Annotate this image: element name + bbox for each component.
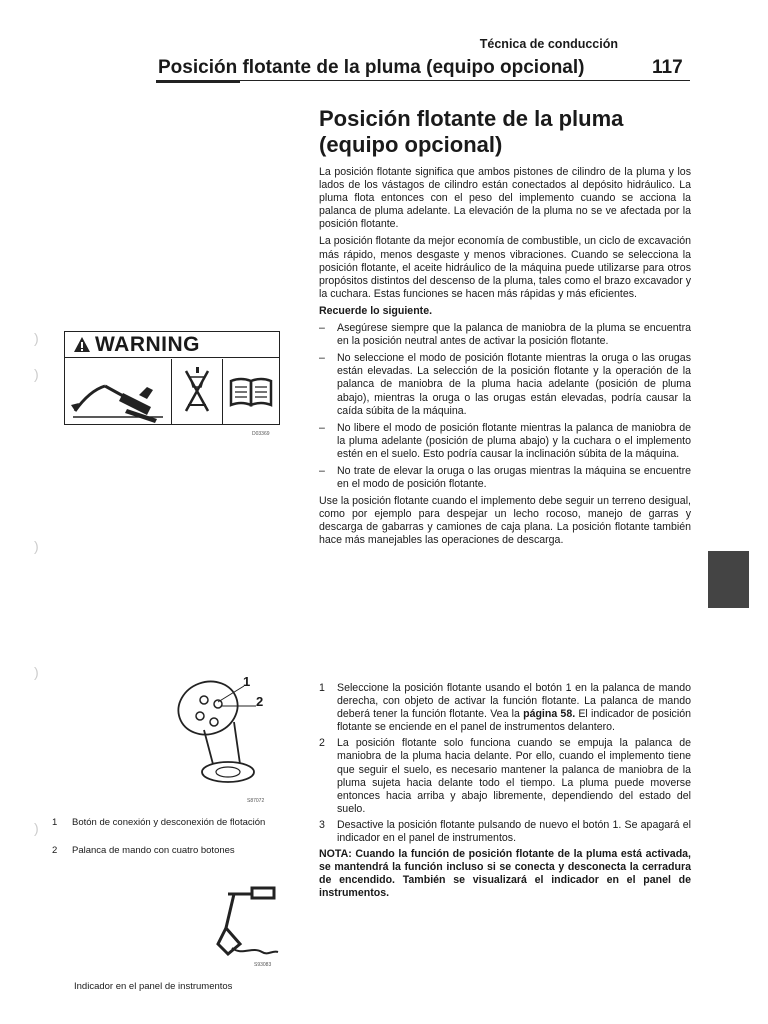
figure-code: D03369 bbox=[252, 431, 270, 437]
callout-2: 2 bbox=[256, 694, 264, 709]
margin-mark: ) bbox=[34, 538, 39, 554]
step-number: 3 bbox=[319, 818, 325, 831]
callout-1: 1 bbox=[243, 674, 251, 689]
caption-text: Palanca de mando con cuatro botones bbox=[72, 845, 235, 856]
warning-decal-header bbox=[65, 332, 279, 358]
list-marker: – bbox=[319, 352, 325, 365]
list-item-text: No libere el modo de posición flotante mientras la palanca de maniobra de la pluma adelante (posición de pluma abajo) y la cuchara o el implemento estén en el suelo. Esto podría causar la inclinación súbita de la máquina. bbox=[337, 421, 691, 460]
section-heading-line: Posición flotante de la pluma bbox=[319, 106, 624, 131]
body-text-steps bbox=[319, 682, 691, 905]
running-header-title: Posición flotante de la pluma (equipo opcional) bbox=[158, 57, 585, 78]
prohibition-pictogram bbox=[172, 359, 223, 424]
warning-triangle-icon bbox=[73, 336, 91, 353]
remember-heading: Recuerde lo siguiente. bbox=[319, 304, 433, 317]
step-item bbox=[319, 819, 691, 845]
list-item-text: No seleccione el modo de posición flotante mientras la oruga o las orugas están elevadas. La selección de la posición flotante y la operación de la palanca de maniobra de la pluma hacia adelante (posición de pluma abajo), mientras la oruga o las orugas están elevadas, podría causar la caída súbita de la máquina. bbox=[337, 352, 691, 417]
margin-mark: ) bbox=[34, 330, 39, 346]
figure-caption-item bbox=[52, 845, 292, 857]
chapter-thumb-tab bbox=[708, 551, 749, 608]
prohibition-icon bbox=[172, 359, 222, 424]
excavator-tipping-pictogram bbox=[65, 359, 172, 424]
list-item bbox=[319, 465, 691, 491]
figure-code: S87072 bbox=[247, 798, 265, 804]
body-text-upper bbox=[319, 166, 691, 552]
step-item bbox=[319, 737, 691, 816]
step-text: Seleccione la posición flotante usando el botón 1 en la palanca de mando derecha, con objeto de activar la función flotante. La palanca de mando deberá tener la función flotante. Vea la bbox=[337, 682, 691, 721]
page-number: 117 bbox=[652, 57, 683, 78]
section-heading bbox=[319, 106, 699, 158]
list-item bbox=[319, 322, 691, 348]
step-number: 1 bbox=[319, 682, 325, 694]
list-item bbox=[319, 352, 691, 417]
page-reference: página 58. bbox=[523, 708, 576, 721]
header-rule-accent bbox=[156, 80, 240, 83]
step-text: El indicador de posición flotante se enciende en el panel de instrumentos delantero. bbox=[337, 708, 691, 734]
step-text: Desactive la posición flotante pulsando de nuevo el botón 1. Se apagará el indicador en el panel de instrumentos. bbox=[337, 818, 691, 845]
steps-list bbox=[319, 682, 691, 845]
list-marker: – bbox=[319, 464, 325, 477]
indicator-caption: Indicador en el panel de instrumentos bbox=[74, 981, 233, 992]
list-item-text: No trate de elevar la oruga o las orugas mientras la máquina se encuentre en el modo de posición flotante. bbox=[337, 464, 691, 491]
joystick-icon bbox=[171, 673, 256, 782]
list-item-text: Asegúrese siempre que la palanca de maniobra de la pluma se encuentra en la posición neutral antes de activar la posición flotante. bbox=[337, 322, 691, 348]
paragraph: Use la posición flotante cuando el implemento debe seguir un terreno desigual, como por ejemplo para despejar un lecho rocoso, manejo de garras y descarga de gabarras y camiones de caja plana. La posición flotante también hace más manejables las operaciones de descarga. bbox=[319, 495, 691, 547]
running-header-section: Técnica de conducción bbox=[479, 37, 618, 51]
precautions-list bbox=[319, 322, 691, 491]
margin-mark: ) bbox=[34, 366, 39, 382]
step-number: 2 bbox=[319, 737, 325, 750]
list-marker: – bbox=[319, 322, 325, 335]
book-icon bbox=[223, 359, 279, 424]
joystick-illustration bbox=[160, 672, 280, 796]
manual-pictogram bbox=[223, 359, 279, 424]
excavator-icon bbox=[65, 359, 171, 424]
caption-marker: 1 bbox=[52, 817, 58, 828]
step-item bbox=[319, 682, 691, 734]
paragraph: La posición flotante significa que ambos pistones de cilindro de la pluma y los lados de los vástagos de cilindro están conectados al depósito hidráulico. La pluma flota entonces con el peso del implemento cuando se acciona la palanca de pluma adelante. La elevación de la pluma no se ve afectada por la posición flotante. bbox=[319, 166, 691, 231]
margin-mark: ) bbox=[34, 664, 39, 680]
float-indicator-illustration bbox=[212, 886, 280, 964]
warning-decal bbox=[64, 331, 280, 425]
paragraph: La posición flotante da mejor economía de combustible, un ciclo de excavación más rápido, menos desgaste y menos vibraciones. Cuando se selecciona la posición flotante, el aceite hidráulico de la máquina puede utilizarse para otros propósitos distintos del descenso de la pluma, tales como el brazo excavador y la cuchara. Estas funciones se hacen más rápidas y más eficientes. bbox=[319, 235, 691, 300]
warning-label: WARNING bbox=[95, 333, 200, 356]
caption-text: Botón de conexión y desconexión de flotación bbox=[72, 817, 266, 828]
float-indicator-icon bbox=[218, 888, 278, 954]
list-marker: – bbox=[319, 421, 325, 434]
section-heading-line: (equipo opcional) bbox=[319, 132, 503, 157]
caption-marker: 2 bbox=[52, 845, 58, 856]
figure-code: S93083 bbox=[254, 962, 272, 968]
step-text: La posición flotante solo funciona cuando se empuja la palanca de maniobra de la pluma hacia delante. Por ello, cuando el implemento tiene que seguir el suelo, es necesario mantener la palanca de maniobra de la pluma sujeta hacia delante todo el tiempo. La pluma puede moverse entonces hacia arriba y abajo libremente, dependiendo del estado del suelo. bbox=[337, 737, 691, 815]
margin-mark: ) bbox=[34, 820, 39, 836]
figure-caption-item bbox=[52, 817, 292, 829]
note: NOTA: Cuando la función de posición flotante de la pluma está activada, se mantendrá la función incluso si se conecta y desconecta la cerradura de encendido. También se visualizará el indicador en el panel de instrumentos. bbox=[319, 848, 691, 900]
list-item bbox=[319, 422, 691, 461]
